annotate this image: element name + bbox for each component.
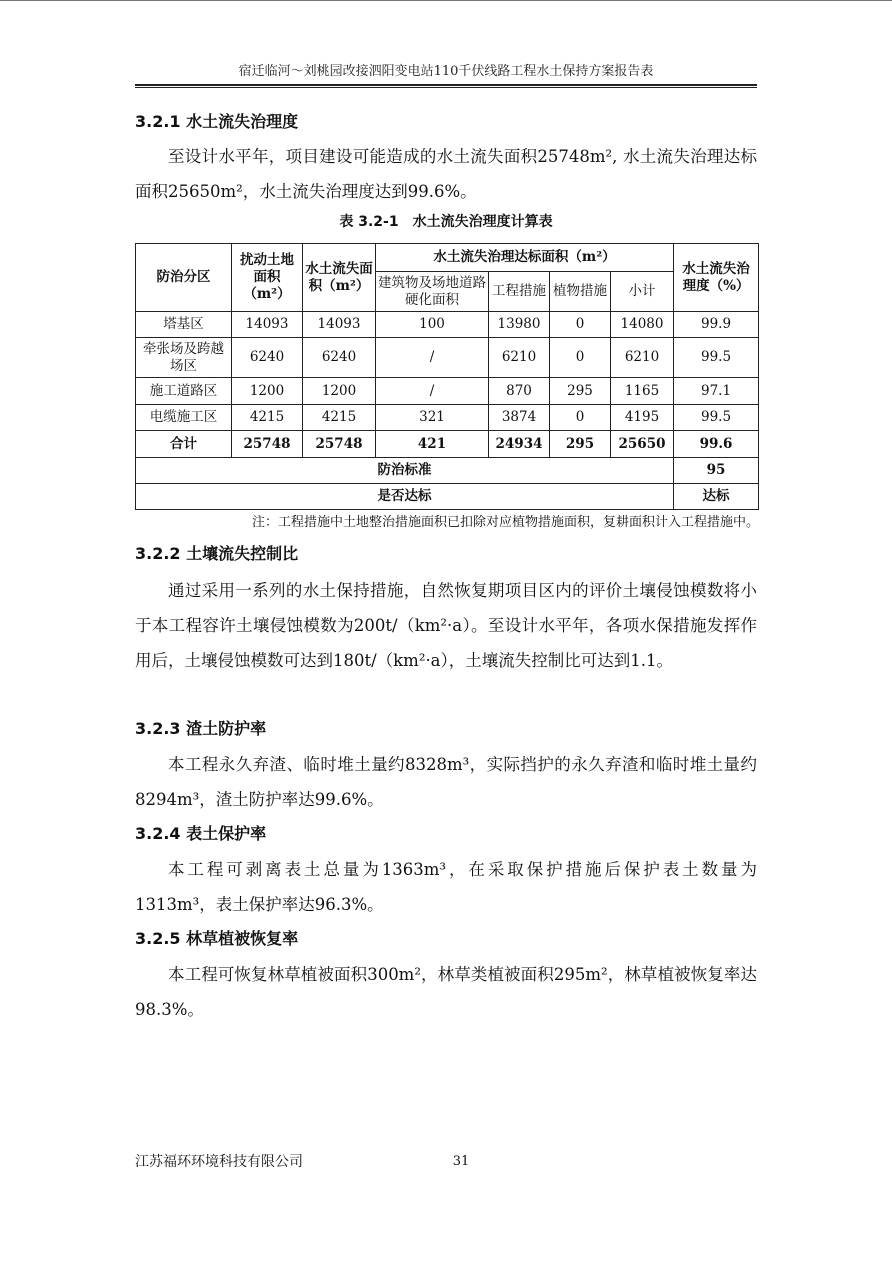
heading-3-2-3: 3.2.3 渣土防护率	[135, 719, 267, 738]
cell-plant: 295	[550, 378, 611, 405]
table-header-row	[136, 244, 759, 272]
cell-subtotal: 4195	[611, 405, 674, 431]
heading-3-2-5: 3.2.5 林草植被恢复率	[135, 929, 299, 948]
cell-erosion: 14093	[303, 312, 376, 338]
cell-total-subtotal: 25650	[611, 431, 674, 458]
header-engineering: 工程措施	[489, 272, 550, 312]
header-plant: 植物措施	[550, 272, 611, 312]
cell-zone: 电缆施工区	[136, 405, 232, 431]
cell-total-degree: 99.6	[674, 431, 759, 458]
cell-compliance-label: 是否达标	[136, 484, 674, 510]
cell-building: 321	[376, 405, 489, 431]
cell-plant: 0	[550, 312, 611, 338]
header-erosion: 水土流失面积（m²）	[303, 244, 376, 312]
cell-total-building: 421	[376, 431, 489, 458]
cell-subtotal: 1165	[611, 378, 674, 405]
header-zone: 防治分区	[136, 244, 232, 312]
paragraph-3-2-2: 通过采用一系列的水土保持措施，自然恢复期项目区内的评价土壤侵蚀模数将小于本工程容许土壤侵蚀模数为200t/（km²·a）。至设计水平年，各项水保措施发挥作用后，土壤侵蚀模数可达到180t/（km²·a），土壤流失控制比可达到1.1。	[135, 581, 757, 670]
header-treated-group: 水土流失治理达标面积（m²）	[376, 244, 674, 272]
cell-building: /	[376, 338, 489, 378]
header-disturbed: 扰动土地面积（m²）	[232, 244, 303, 312]
cell-total-erosion: 25748	[303, 431, 376, 458]
header-degree: 水土流失治理度（%）	[674, 244, 759, 312]
cell-zone: 施工道路区	[136, 378, 232, 405]
paragraph-3-2-1: 至设计水平年，项目建设可能造成的水土流失面积25748m², 水土流失治理达标面积25650m²，水土流失治理度达到99.6%。	[135, 147, 757, 201]
cell-plant: 0	[550, 338, 611, 378]
header-rule	[135, 84, 757, 86]
cell-subtotal: 6210	[611, 338, 674, 378]
cell-building: 100	[376, 312, 489, 338]
header-subtotal: 小计	[611, 272, 674, 312]
cell-zone: 塔基区	[136, 312, 232, 338]
erosion-control-table	[135, 243, 759, 510]
cell-erosion: 4215	[303, 405, 376, 431]
cell-degree: 97.1	[674, 378, 759, 405]
cell-degree: 99.5	[674, 405, 759, 431]
cell-standard-label: 防治标准	[136, 458, 674, 484]
cell-erosion: 6240	[303, 338, 376, 378]
table-caption: 表 3.2-1 水土流失治理度计算表	[339, 214, 553, 230]
heading-3-2-4: 3.2.4 表土保护率	[135, 824, 267, 843]
heading-3-2-1: 3.2.1 水土流失治理度	[135, 112, 299, 131]
cell-disturbed: 1200	[232, 378, 303, 405]
cell-engineering: 3874	[489, 405, 550, 431]
running-header: 宿迁临河～刘桃园改接泗阳变电站110千伏线路工程水土保持方案报告表	[238, 64, 654, 79]
cell-engineering: 6210	[489, 338, 550, 378]
page-top-border	[0, 0, 892, 1]
cell-subtotal: 14080	[611, 312, 674, 338]
cell-engineering: 13980	[489, 312, 550, 338]
header-rule-thin	[135, 87, 757, 88]
table-row	[136, 378, 759, 405]
cell-standard-value: 95	[674, 458, 759, 484]
cell-compliance-value: 达标	[674, 484, 759, 510]
cell-erosion: 1200	[303, 378, 376, 405]
table-compliance-row	[136, 484, 759, 510]
table-row	[136, 312, 759, 338]
header-building: 建筑物及场地道路硬化面积	[376, 272, 489, 312]
cell-zone: 牵张场及跨越场区	[136, 338, 232, 378]
cell-disturbed: 14093	[232, 312, 303, 338]
table-total-row	[136, 431, 759, 458]
cell-degree: 99.5	[674, 338, 759, 378]
table-row	[136, 338, 759, 378]
cell-building: /	[376, 378, 489, 405]
heading-3-2-2: 3.2.2 土壤流失控制比	[135, 544, 299, 563]
paragraph-3-2-3: 本工程永久弃渣、临时堆土量约8328m³，实际挡护的永久弃渣和临时堆土量约8294m³，渣土防护率达99.6%。	[135, 755, 757, 809]
cell-disturbed: 6240	[232, 338, 303, 378]
cell-total-disturbed: 25748	[232, 431, 303, 458]
cell-disturbed: 4215	[232, 405, 303, 431]
table-standard-row	[136, 458, 759, 484]
cell-plant: 0	[550, 405, 611, 431]
table-note: 注：工程措施中土地整治措施面积已扣除对应植物措施面积，复耕面积计入工程措施中。	[251, 515, 759, 530]
cell-total-plant: 295	[550, 431, 611, 458]
paragraph-3-2-4: 本工程可剥离表土总量为1363m³，在采取保护措施后保护表土数量为1313m³，表土保护率达96.3%。	[135, 860, 757, 914]
cell-total-engineering: 24934	[489, 431, 550, 458]
cell-total-label: 合计	[136, 431, 232, 458]
page-number: 31	[452, 1154, 470, 1169]
cell-engineering: 870	[489, 378, 550, 405]
footer-company: 江苏福环环境科技有限公司	[135, 1154, 303, 1170]
cell-degree: 99.9	[674, 312, 759, 338]
table-row	[136, 405, 759, 431]
paragraph-3-2-5: 本工程可恢复林草植被面积300m²，林草类植被面积295m²，林草植被恢复率达98.3%。	[135, 965, 757, 1019]
